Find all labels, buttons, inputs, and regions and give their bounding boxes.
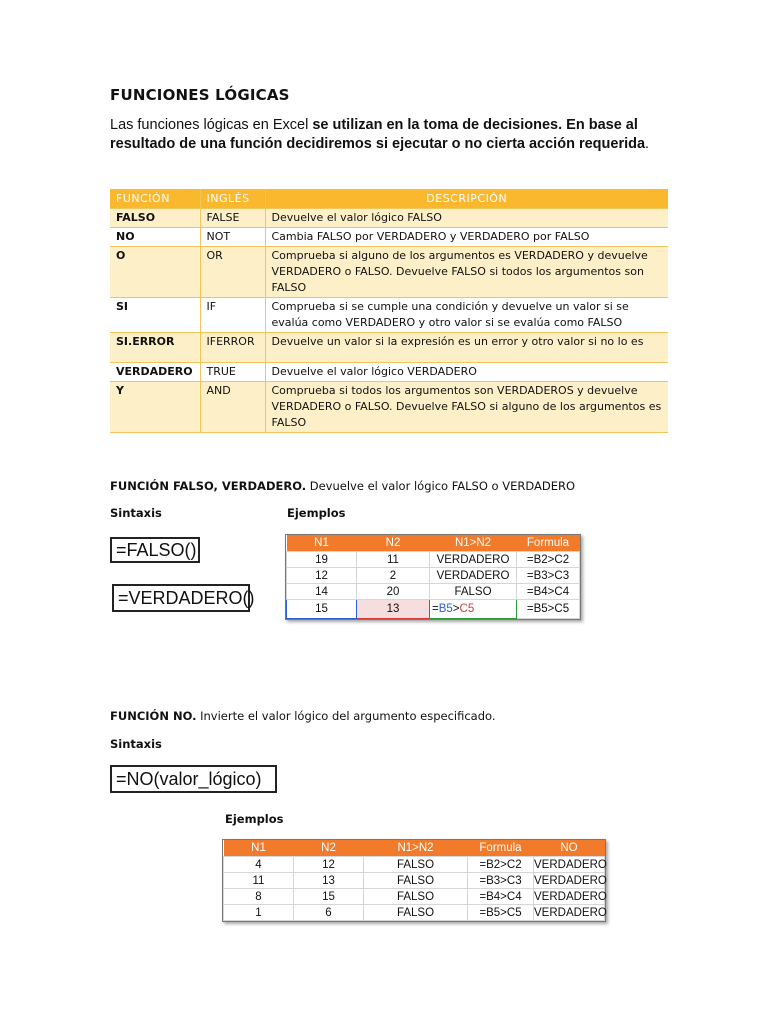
cell-referenced-c5[interactable]: 13 bbox=[357, 600, 430, 619]
section1-heading bbox=[110, 479, 575, 493]
cell[interactable]: 14 bbox=[287, 584, 357, 600]
function-name: SI bbox=[110, 298, 200, 333]
function-english: IFERROR bbox=[200, 333, 265, 363]
cell[interactable]: 8 bbox=[224, 889, 294, 905]
header-ingles: INGLÉS bbox=[200, 189, 265, 209]
function-name: NO bbox=[110, 228, 200, 247]
section1-syntax-label: Sintaxis bbox=[110, 506, 162, 520]
header-descripcion: DESCRIPCIÓN bbox=[265, 189, 668, 209]
cell[interactable]: =B5>C5 bbox=[517, 600, 580, 619]
cell[interactable]: VERDADERO bbox=[534, 906, 607, 919]
cell[interactable]: 20 bbox=[357, 584, 430, 600]
table-row bbox=[224, 905, 605, 921]
function-english: NOT bbox=[200, 228, 265, 247]
page-title: FUNCIONES LÓGICAS bbox=[110, 86, 290, 104]
function-description: Devuelve el valor lógico VERDADERO bbox=[265, 363, 668, 382]
cell[interactable]: 12 bbox=[294, 857, 364, 873]
cell[interactable]: 4 bbox=[224, 857, 294, 873]
col-header-n1gtn2: N1>N2 bbox=[430, 535, 517, 552]
cell[interactable]: 13 bbox=[294, 873, 364, 889]
intro-part1: Las funciones lógicas en Excel bbox=[110, 117, 313, 133]
cell[interactable]: FALSO bbox=[364, 857, 468, 873]
table-row bbox=[287, 568, 580, 584]
function-name: SI.ERROR bbox=[110, 333, 200, 363]
cell[interactable]: 11 bbox=[224, 873, 294, 889]
cell[interactable]: VERDADERO bbox=[534, 890, 607, 903]
cell[interactable]: VERDADERO bbox=[534, 874, 607, 887]
formula-ref-b5: B5 bbox=[438, 603, 453, 615]
cell[interactable]: =B2>C2 bbox=[517, 552, 580, 568]
functions-table bbox=[110, 189, 668, 433]
function-description: Cambia FALSO por VERDADERO y VERDADERO por FALSO bbox=[265, 228, 668, 247]
table-row bbox=[110, 382, 668, 433]
function-name: FALSO bbox=[110, 209, 200, 228]
cell[interactable]: 1 bbox=[224, 905, 294, 921]
col-header-n2: N2 bbox=[294, 840, 364, 857]
formula-ref-c5: C5 bbox=[459, 603, 475, 615]
table-row bbox=[110, 333, 668, 363]
table-row bbox=[224, 889, 605, 905]
section2-heading-bold: FUNCIÓN NO. bbox=[110, 709, 197, 723]
formula-verdadero-text: =VERDADERO() bbox=[118, 588, 255, 608]
cell-referenced-b5[interactable]: 15 bbox=[287, 600, 357, 619]
table-row bbox=[110, 298, 668, 333]
function-description: Devuelve el valor lógico FALSO bbox=[265, 209, 668, 228]
cell[interactable]: =B4>C4 bbox=[517, 584, 580, 600]
table-row bbox=[224, 873, 605, 889]
formula-falso-text: =FALSO() bbox=[116, 540, 197, 560]
section1-heading-rest: Devuelve el valor lógico FALSO o VERDADERO bbox=[306, 479, 576, 493]
cell[interactable]: 15 bbox=[294, 889, 364, 905]
cell[interactable]: =B5>C5 bbox=[468, 905, 534, 921]
table-row bbox=[224, 857, 605, 873]
function-english: AND bbox=[200, 382, 265, 433]
cell[interactable]: 6 bbox=[294, 905, 364, 921]
cell-editing-formula[interactable] bbox=[430, 600, 517, 619]
section2-heading-rest: Invierte el valor lógico del argumento especificado. bbox=[196, 709, 496, 723]
cell[interactable]: 19 bbox=[287, 552, 357, 568]
function-english: OR bbox=[200, 247, 265, 298]
formula-no bbox=[110, 765, 277, 793]
cell[interactable]: FALSO bbox=[364, 889, 468, 905]
function-description: Comprueba si se cumple una condición y devuelve un valor si se evalúa como VERDADERO y otro valor si se evalúa como FALSO bbox=[265, 298, 668, 333]
cell[interactable]: =B2>C2 bbox=[468, 857, 534, 873]
col-header-n2: N2 bbox=[357, 535, 430, 552]
section1-heading-bold: FUNCIÓN FALSO, VERDADERO. bbox=[110, 479, 307, 493]
table-row bbox=[110, 228, 668, 247]
function-description: Comprueba si todos los argumentos son VERDADEROS y devuelve VERDADERO o FALSO. Devuelve FALSO si alguno de los argumentos es FALSO bbox=[265, 382, 668, 433]
function-description: Comprueba si alguno de los argumentos es VERDADERO y devuelve VERDADERO o FALSO. Devuelve FALSO si todos los argumentos son FALSO bbox=[265, 247, 668, 298]
section2-heading bbox=[110, 709, 496, 723]
functions-table-header bbox=[110, 189, 668, 209]
cell[interactable]: 11 bbox=[357, 552, 430, 568]
cell[interactable]: VERDADERO bbox=[430, 568, 517, 584]
intro-part2: se utilizan en la toma de decisiones. En base al resultado de una función decidiremos si ejecutar o no cierta acción requerida bbox=[110, 117, 646, 152]
example-table-2 bbox=[222, 839, 606, 922]
table-row bbox=[287, 552, 580, 568]
table-row bbox=[110, 209, 668, 228]
example-table-1 bbox=[285, 534, 581, 620]
formula-eq: = bbox=[432, 603, 439, 615]
cell[interactable]: FALSO bbox=[364, 905, 468, 921]
cell[interactable]: FALSO bbox=[364, 873, 468, 889]
section2-examples-label: Ejemplos bbox=[225, 812, 284, 826]
section1-examples-label: Ejemplos bbox=[287, 506, 346, 520]
intro-part3: . bbox=[645, 136, 650, 152]
formula-verdadero bbox=[112, 584, 255, 612]
function-english: FALSE bbox=[200, 209, 265, 228]
header-funcion: FUNCIÓN bbox=[110, 189, 200, 209]
col-header-no: NO bbox=[534, 840, 605, 857]
function-name: Y bbox=[110, 382, 200, 433]
formula-no-text: =NO(valor_lógico) bbox=[116, 769, 262, 789]
formula-falso bbox=[110, 537, 200, 563]
col-header-n1gtn2: N1>N2 bbox=[364, 840, 468, 857]
cell[interactable]: VERDADERO bbox=[534, 858, 607, 871]
cell[interactable]: =B3>C3 bbox=[468, 873, 534, 889]
col-header-formula: Formula bbox=[468, 840, 534, 857]
cell[interactable]: 12 bbox=[287, 568, 357, 584]
table-row bbox=[110, 247, 668, 298]
col-header-n1: N1 bbox=[287, 535, 357, 552]
function-english: TRUE bbox=[200, 363, 265, 382]
cell[interactable]: VERDADERO bbox=[430, 552, 517, 568]
cell[interactable]: 2 bbox=[357, 568, 430, 584]
section2-syntax-label: Sintaxis bbox=[110, 737, 162, 751]
col-header-formula: Formula bbox=[517, 535, 580, 552]
table-row bbox=[110, 363, 668, 382]
table-row-editing bbox=[287, 600, 580, 619]
cell[interactable]: =B3>C3 bbox=[517, 568, 580, 584]
function-english: IF bbox=[200, 298, 265, 333]
function-name: VERDADERO bbox=[110, 363, 200, 382]
function-description: Devuelve un valor si la expresión es un error y otro valor si no lo es bbox=[265, 333, 668, 363]
intro-paragraph bbox=[110, 116, 670, 154]
table-row bbox=[287, 584, 580, 600]
cell[interactable]: =B4>C4 bbox=[468, 889, 534, 905]
cell[interactable]: FALSO bbox=[430, 584, 517, 600]
col-header-n1: N1 bbox=[224, 840, 294, 857]
formula-op: > bbox=[452, 603, 460, 615]
function-name: O bbox=[110, 247, 200, 298]
